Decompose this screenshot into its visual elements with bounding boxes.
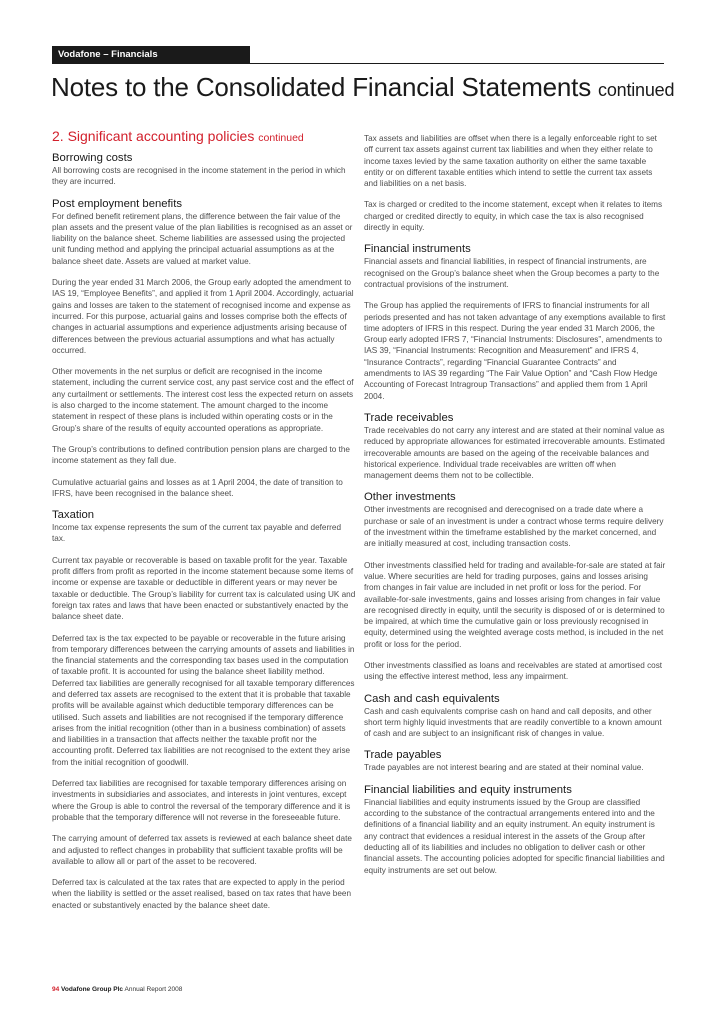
paragraph: Deferred tax is calculated at the tax rates that are expected to apply in the period when the liability is settled or the asset realised, based on tax rates that have been enacted or substantively enacted by the balance sheet date.: [52, 878, 352, 910]
section-title-text: 2. Significant accounting policies: [52, 128, 255, 144]
footer-report: Annual Report 2008: [124, 986, 183, 993]
left-column: [52, 128, 356, 921]
heading-trade-receivables: Trade receivables: [364, 411, 454, 424]
footer-company: Vodafone Group Plc: [61, 986, 124, 993]
paragraph: Cumulative actuarial gains and losses as at 1 April 2004, the date of transition to IFRS, have been recognised in the balance sheet.: [52, 477, 343, 498]
heading-trade-payables: Trade payables: [364, 749, 442, 762]
page-title-text: Notes to the Consolidated Financial Statements: [51, 72, 591, 102]
paragraph: The Group has applied the requirements of IFRS to financial instruments for all periods presented and has not taken advantage of any exemptions available to first time adopters of IFRS in this respect. During the year ended 31 March 2006, the Group early adopted IFRS 7, “Financial Instruments: Disclosures”, amendments to IAS 39, “Financial Instruments: Recognition and Measurement” and IFRS 4, “Insurance Contracts”, regarding “Financial Guarantee Contracts” and amendments to IAS 39 regarding “The Fair Value Option” and “Cash Flow Hedge Accounting of Forecast Intragroup Transactions” and applied them from 1 April 2004.: [364, 301, 666, 401]
paragraph: During the year ended 31 March 2006, the Group early adopted the amendment to IAS 19, “Employee Benefits”, and applied it from 1 April 2004. Accordingly, actuarial gains and losses are taken to the statement of recognised income and expense as incurred. For this purpose, actuarial gains and losses comprise both the effects of changes in actuarial assumptions and experience adjustments arising because of differences between the previous actuarial assumptions and what has actually occurred.: [52, 278, 354, 355]
paragraph: Other investments are recognised and derecognised on a trade date where a purchase or sale of an investment is under a contract whose terms require delivery of the investment within the timeframe established by the market concerned, and are initially measured at cost, including transaction costs.: [364, 505, 664, 549]
page-number: 94: [52, 986, 60, 993]
page-title: [51, 72, 674, 103]
heading-other-investments: Other investments: [364, 491, 456, 504]
paragraph: Trade receivables do not carry any interest and are stated at their nominal value as reduced by appropriate allowances for estimated irrecoverable amounts. Estimated irrecoverable amounts are based on the ageing of the receivable balances and historical experience. Individual trade receivables are written off when management deems them not to be collectible.: [364, 425, 665, 481]
paragraph: Income tax expense represents the sum of the current tax payable and deferred tax.: [52, 523, 342, 544]
heading-post-employment-benefits: Post employment benefits: [52, 197, 182, 210]
paragraph: All borrowing costs are recognised in the income statement in the period in which they are incurred.: [52, 166, 346, 187]
paragraph: Tax is charged or credited to the income statement, except when it relates to items charged or credited directly to equity, in which case the tax is also recognised directly in equity.: [364, 200, 663, 233]
section-title: [52, 128, 356, 146]
paragraph: The carrying amount of deferred tax assets is reviewed at each balance sheet date and adjusted to reflect changes in probability that sufficient taxable profits will be available to allow all or part of the asset to be recovered.: [52, 834, 352, 866]
heading-borrowing-costs: Borrowing costs: [52, 152, 133, 164]
paragraph: Financial liabilities and equity instruments issued by the Group are classified according to the substance of the contractual arrangements entered into and the definitions of a financial liability and an equity instrument. An equity instrument is any contract that evidences a residual interest in the assets of the Group after deducting all of its liabilities and includes no obligation to deliver cash or other financial assets. The accounting policies adopted for specific financial liabilities and equity instruments are set out below.: [364, 797, 665, 875]
paragraph: Deferred tax liabilities are recognised for taxable temporary differences arising on investments in subsidiaries and associates, and interests in joint ventures, except where the Group is able to control the reversal of the temporary difference and it is probable that the temporary difference will not reverse in the foreseeable future.: [52, 779, 351, 822]
page-title-continued: continued: [598, 80, 675, 100]
heading-financial-liabilities-and-equity: Financial liabilities and equity instruments: [364, 783, 572, 796]
paragraph: Other movements in the net surplus or deficit are recognised in the income statement, including the current service cost, any past service cost and the effect of any curtailment or settlements. The interest cost less the expected return on assets is also charged to the income statement. The amount charged to the income statement in respect of these plans is included within operating costs or in the Group’s share of the results of equity accounted operations as appropriate.: [52, 367, 354, 433]
paragraph: Tax assets and liabilities are offset when there is a legally enforceable right to set off current tax assets against current tax liabilities and when they either relate to income taxes levied by the same taxation authority on either the same taxable entity or on different taxable entities which intend to settle the current tax assets and liabilities on a net basis.: [364, 134, 657, 189]
page-footer: [52, 986, 182, 993]
paragraph: Trade payables are not interest bearing and are stated at their nominal value.: [364, 763, 644, 773]
heading-cash-and-cash-equivalents: Cash and cash equivalents: [364, 692, 500, 705]
paragraph: Cash and cash equivalents comprise cash on hand and call deposits, and other short term highly liquid investments that are readily convertible to a known amount of cash and are subject to an insignificant risk of changes in value.: [364, 706, 662, 739]
paragraph: Other investments classified held for trading and available-for-sale are stated at fair value. Where securities are held for trading purposes, gains and losses arising from changes in fair value are included in net profit or loss for the period. For available-for-sale investments, gains and losses arising from changes in fair value are recognised directly in equity, until the security is disposed of or is determined to be impaired, at which time the cumulative gain or loss previously recognised in equity, determined using the weighted average costs method, is included in the net profit or loss for the period.: [364, 560, 666, 649]
paragraph: Other investments classified as loans and receivables are stated at amortised cost using the effective interest method, less any impairment.: [364, 660, 663, 682]
paragraph: Financial assets and financial liabilities, in respect of financial instruments, are recognised on the Group’s balance sheet when the Group becomes a party to the contractual provisions of the instrument.: [364, 257, 660, 289]
heading-financial-instruments: Financial instruments: [364, 243, 471, 256]
right-column: [364, 133, 666, 886]
paragraph: For defined benefit retirement plans, the difference between the fair value of the plan assets and the present value of the plan liabilities is recognised as an asset or liability on the balance sheet. Scheme liabilities are assessed using the projected unit funding method and applying the principal actuarial assumptions as at the balance sheet date. Assets are valued at market value.: [52, 211, 353, 266]
paragraph: Current tax payable or recoverable is based on taxable profit for the year. Taxable profit differs from profit as reported in the income statement because some items of income or expense are taxable or deductible in different years or may never be taxable or deductible. The Group’s liability for current tax is calculated using UK and foreign tax rates and laws that have been enacted or substantively enacted by the balance sheet date.: [52, 555, 356, 622]
page-header-label: Vodafone – Financials: [52, 46, 250, 63]
heading-taxation: Taxation: [52, 509, 95, 522]
header-rule: [52, 63, 664, 64]
paragraph: The Group’s contributions to defined contribution pension plans are charged to the income statement as they fall due.: [52, 444, 350, 466]
paragraph: Deferred tax is the tax expected to be payable or recoverable in the future arising from temporary differences between the carrying amounts of assets and liabilities in the financial statements and the corresponding tax bases used in the computation of taxable profit. It is accounted for using the balance sheet liability method. Deferred tax liabilities are generally recognised for all taxable temporary differences and deferred tax assets are recognised to the extent that it is probable that taxable profits will be available against which deductible temporary differences can be utilised. Such assets and liabilities are not recognised if the temporary difference arises from the initial recognition (other than in a business combination) of assets and liabilities in a transaction that affects neither the taxable profit nor the accounting profit. Deferred tax liabilities are not recognised to the extent they arise from the initial recognition of goodwill.: [52, 633, 355, 767]
section-title-continued: continued: [258, 132, 304, 144]
